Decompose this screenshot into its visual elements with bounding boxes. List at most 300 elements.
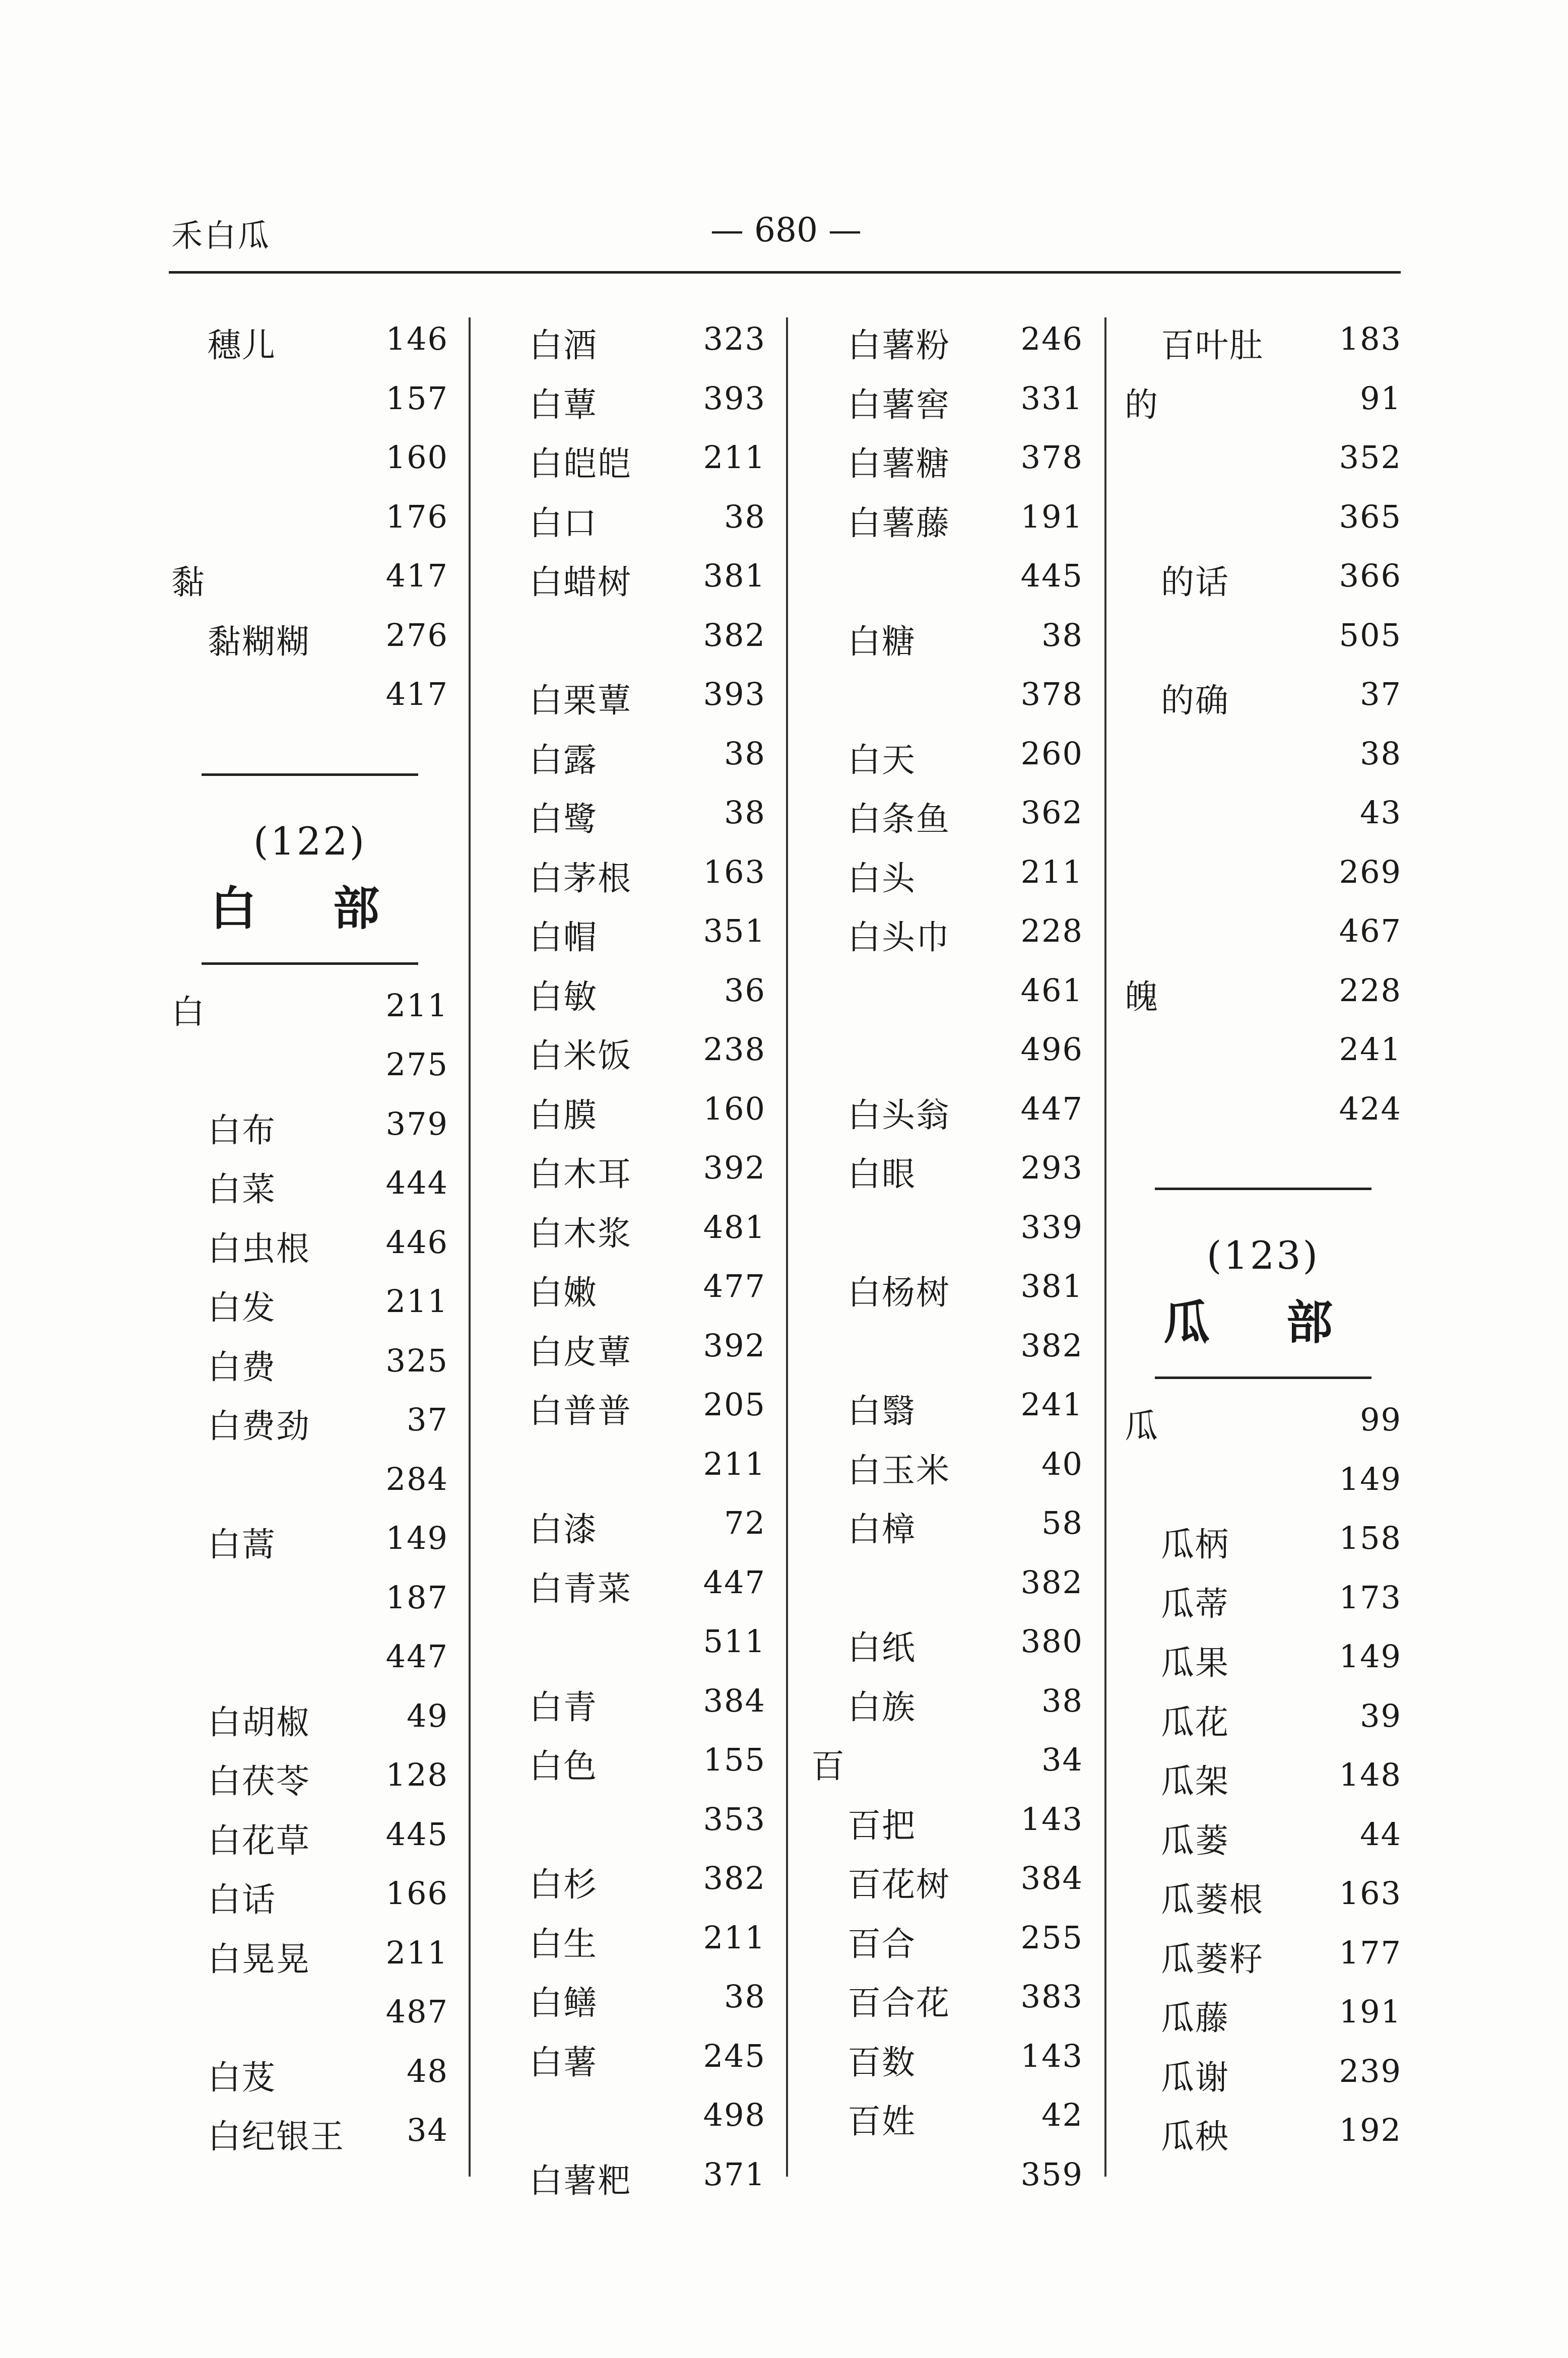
- page-reference: 143: [1020, 2037, 1083, 2074]
- index-entry: [529, 1088, 766, 1147]
- radical-section-heading: [1125, 1147, 1402, 1419]
- page-reference: 38: [724, 794, 766, 831]
- index-entry: [171, 555, 448, 614]
- index-term: 白栗蕈: [529, 681, 632, 720]
- page-reference: 461: [1020, 971, 1083, 1009]
- index-entry: [811, 1680, 1083, 1739]
- index-term: 白皮蕈: [529, 1332, 632, 1371]
- page-reference: 445: [385, 1815, 448, 1853]
- index-entry: [1125, 674, 1402, 733]
- index-entry: [529, 555, 766, 614]
- index-term: 瓜果: [1161, 1644, 1229, 1682]
- section-number: (123): [1206, 1233, 1320, 1278]
- index-entry: [811, 496, 1083, 555]
- page-reference: 36: [724, 971, 766, 1009]
- page-reference: 325: [385, 1342, 448, 1379]
- index-term: 百把: [847, 1806, 916, 1845]
- page-reference: 366: [1339, 557, 1402, 594]
- page-reference: 362: [1020, 794, 1083, 831]
- page-reference: 446: [385, 1223, 448, 1261]
- page-reference: 211: [385, 1934, 448, 1971]
- page-reference: 260: [1020, 735, 1083, 772]
- page-reference: 365: [1339, 498, 1402, 535]
- index-term: 百: [811, 1747, 845, 1786]
- index-term: 白条鱼: [847, 800, 950, 838]
- index-entry: [529, 1621, 766, 1680]
- index-entry: [171, 2110, 448, 2169]
- index-entry: [529, 1562, 766, 1621]
- page-reference: 160: [385, 439, 448, 476]
- index-entry: [811, 970, 1083, 1029]
- page-reference: 477: [703, 1268, 766, 1304]
- index-entry: [529, 1917, 766, 1976]
- page-reference: 424: [1339, 1090, 1402, 1127]
- index-entry: [811, 555, 1083, 614]
- index-term: 白虫根: [208, 1229, 310, 1268]
- index-entry: [1125, 733, 1402, 792]
- page-reference: 269: [1339, 853, 1402, 890]
- index-column-3: [811, 318, 1083, 2193]
- index-entry: [171, 1932, 448, 1991]
- index-entry: [529, 1739, 766, 1798]
- index-term: 白胡椒: [208, 1702, 310, 1742]
- page-reference: 447: [1020, 1090, 1083, 1127]
- index-entry: [1125, 555, 1402, 614]
- section-rule-bottom: [202, 962, 418, 965]
- page-reference: 392: [703, 1327, 766, 1364]
- index-entry: [171, 1636, 448, 1695]
- page-reference: 331: [1020, 379, 1083, 417]
- index-entry: [811, 615, 1083, 674]
- page-reference: 146: [385, 320, 448, 357]
- index-term: 白花草: [208, 1821, 310, 1860]
- index-entry: [811, 1147, 1083, 1206]
- page-reference: 505: [1339, 616, 1402, 653]
- index-entry: [171, 2051, 448, 2110]
- index-entry: [811, 1858, 1083, 1917]
- index-entry: [171, 1754, 448, 1813]
- index-term: 白天: [847, 740, 916, 779]
- index-entry: [1125, 1695, 1402, 1754]
- page-reference: 496: [1020, 1031, 1083, 1068]
- page-reference: 43: [1360, 794, 1402, 831]
- index-column-1: [171, 318, 448, 2183]
- page-reference: 323: [703, 320, 766, 357]
- index-entry: [811, 1325, 1083, 1384]
- index-term: 白费劲: [208, 1407, 310, 1446]
- page-reference: 38: [1360, 735, 1402, 772]
- page-reference: 48: [407, 2052, 448, 2089]
- index-entry: [529, 1029, 766, 1088]
- index-entry: [1125, 1577, 1402, 1636]
- index-entry: [1125, 2051, 1402, 2110]
- page-number: — 680 —: [710, 211, 862, 249]
- page-reference: 37: [407, 1401, 448, 1438]
- page-reference: 275: [385, 1046, 448, 1083]
- index-column-4: [1125, 318, 1402, 2183]
- index-entry: [171, 1162, 448, 1221]
- index-term: 百数: [847, 2043, 916, 2082]
- index-term: 瓜蒌根: [1161, 1880, 1264, 1919]
- index-entry: [1125, 1814, 1402, 1873]
- index-entry: [811, 2094, 1083, 2153]
- index-term: 黏: [171, 563, 206, 602]
- index-term: 的话: [1161, 563, 1229, 602]
- index-entry: [811, 792, 1083, 851]
- index-entry: [171, 1340, 448, 1399]
- index-entry: [811, 2036, 1083, 2094]
- page-reference: 276: [385, 616, 448, 653]
- index-entry: [171, 437, 448, 496]
- index-term: 白普普: [529, 1392, 632, 1430]
- index-entry: [811, 1088, 1083, 1147]
- index-column-2: [529, 318, 766, 2200]
- page-reference: 393: [703, 379, 766, 417]
- page-reference: 339: [1020, 1208, 1083, 1246]
- index-term: 瓜花: [1161, 1702, 1229, 1742]
- index-entry: [811, 378, 1083, 437]
- page-reference: 158: [1339, 1520, 1402, 1556]
- index-term: 白布: [208, 1110, 276, 1150]
- index-entry: [811, 1562, 1083, 1621]
- column-divider: [1104, 317, 1106, 2177]
- index-entry: [529, 1384, 766, 1443]
- index-term: 黏糊糊: [208, 622, 310, 661]
- index-entry: [811, 1384, 1083, 1443]
- index-entry: [529, 852, 766, 910]
- page-reference: 157: [385, 379, 448, 417]
- index-term: 白头巾: [847, 918, 950, 957]
- page-reference: 239: [1339, 2052, 1402, 2089]
- index-term: 白头: [847, 859, 916, 898]
- index-entry: [1125, 910, 1402, 969]
- index-term: 白蒿: [208, 1525, 276, 1564]
- section-number: (122): [253, 818, 367, 864]
- page-reference: 467: [1339, 912, 1402, 949]
- page-reference: 211: [703, 439, 766, 476]
- index-entry: [1125, 1399, 1402, 1458]
- index-entry: [529, 378, 766, 437]
- page-reference: 417: [385, 676, 448, 712]
- page-reference: 38: [724, 735, 766, 772]
- index-entry: [1125, 318, 1402, 377]
- index-entry: [171, 1695, 448, 1754]
- index-entry: [171, 318, 448, 377]
- page-reference: 177: [1339, 1934, 1402, 1971]
- index-entry: [811, 2154, 1083, 2213]
- page-reference: 187: [385, 1579, 448, 1616]
- index-term: 白话: [208, 1880, 276, 1919]
- index-term: 白木浆: [529, 1214, 632, 1253]
- index-term: 白米饭: [529, 1036, 632, 1075]
- page-reference: 38: [1041, 616, 1083, 653]
- page-reference: 39: [1360, 1697, 1402, 1734]
- page-reference: 149: [1339, 1638, 1402, 1675]
- section-rule-bottom: [1155, 1377, 1371, 1379]
- index-term: 百叶肚: [1161, 326, 1264, 365]
- index-entry: [171, 1044, 448, 1103]
- index-entry: [529, 2036, 766, 2094]
- page-reference: 487: [385, 1993, 448, 2030]
- page-reference: 481: [703, 1208, 766, 1246]
- page-reference: 511: [703, 1623, 766, 1660]
- page-reference: 191: [1020, 498, 1083, 535]
- page-reference: 149: [385, 1520, 448, 1556]
- index-term: 白露: [529, 740, 598, 779]
- index-entry: [1125, 1459, 1402, 1518]
- index-entry: [529, 1444, 766, 1502]
- index-entry: [811, 1739, 1083, 1798]
- page-reference: 378: [1020, 676, 1083, 712]
- index-term: 白漆: [529, 1510, 598, 1549]
- page-reference: 382: [703, 1860, 766, 1896]
- index-entry: [529, 2154, 766, 2213]
- index-term: 白杉: [529, 1865, 598, 1904]
- index-entry: [171, 1518, 448, 1577]
- index-entry: [1125, 1991, 1402, 2050]
- index-entry: [171, 1991, 448, 2050]
- page-reference: 351: [703, 912, 766, 949]
- page-reference: 417: [385, 557, 448, 594]
- index-term: 白发: [208, 1288, 276, 1327]
- index-entry: [811, 1029, 1083, 1088]
- page-reference: 143: [1020, 1800, 1083, 1838]
- index-entry: [1125, 615, 1402, 674]
- index-term: 百合: [847, 1924, 916, 1963]
- index-term: 白青: [529, 1687, 598, 1727]
- index-entry: [529, 1799, 766, 1858]
- page-reference: 246: [1020, 320, 1083, 357]
- index-term: 白蜡树: [529, 563, 632, 602]
- page-reference: 38: [724, 1978, 766, 2015]
- page-reference: 149: [1339, 1460, 1402, 1497]
- page-reference: 241: [1339, 1031, 1402, 1068]
- index-entry: [1125, 852, 1402, 910]
- index-term: 白薯粑: [529, 2161, 632, 2200]
- page-reference: 382: [1020, 1563, 1083, 1601]
- page-reference: 38: [1041, 1682, 1083, 1719]
- index-entry: [529, 1680, 766, 1739]
- page-reference: 498: [703, 2097, 766, 2133]
- index-term: 白敏: [529, 977, 598, 1016]
- page-reference: 380: [1020, 1623, 1083, 1660]
- page-reference: 44: [1360, 1815, 1402, 1853]
- page-reference: 128: [385, 1756, 448, 1793]
- page-reference: 58: [1041, 1504, 1083, 1541]
- header-rule: [169, 271, 1401, 274]
- index-entry: [811, 1917, 1083, 1976]
- index-entry: [529, 1502, 766, 1561]
- index-term: 白嫩: [529, 1273, 598, 1312]
- index-term: 白膜: [529, 1095, 598, 1135]
- page-reference: 352: [1339, 439, 1402, 476]
- page-reference: 245: [703, 2037, 766, 2074]
- page-reference: 384: [703, 1682, 766, 1719]
- page-reference: 211: [703, 1919, 766, 1956]
- page-reference: 37: [1360, 676, 1402, 712]
- index-term: 白茯苓: [208, 1762, 310, 1801]
- index-entry: [811, 1266, 1083, 1325]
- radical-section-heading: [171, 733, 448, 1005]
- index-entry: [529, 910, 766, 969]
- page-reference: 383: [1020, 1978, 1083, 2015]
- page-reference: 192: [1339, 2112, 1402, 2148]
- index-term: 白口: [529, 503, 598, 543]
- column-divider: [469, 317, 471, 2177]
- index-entry: [1125, 1088, 1402, 1147]
- index-entry: [529, 792, 766, 851]
- index-entry: [1125, 1873, 1402, 1932]
- index-entry: [171, 1222, 448, 1281]
- page-reference: 176: [385, 498, 448, 535]
- index-entry: [1125, 378, 1402, 437]
- page-reference: 148: [1339, 1756, 1402, 1793]
- index-term: 白鹭: [529, 800, 598, 838]
- page-reference: 238: [703, 1031, 766, 1068]
- index-entry: [1125, 1029, 1402, 1088]
- index-entry: [529, 437, 766, 496]
- index-entry: [171, 1577, 448, 1636]
- index-entry: [1125, 792, 1402, 851]
- index-entry: [1125, 1636, 1402, 1695]
- index-term: 白芨: [208, 2058, 276, 2097]
- index-term: 瓜藤: [1161, 1999, 1229, 2038]
- page-reference: 211: [385, 987, 448, 1024]
- page-reference: 173: [1339, 1579, 1402, 1616]
- page-reference: 444: [385, 1164, 448, 1201]
- index-entry: [529, 970, 766, 1029]
- page-reference: 160: [703, 1090, 766, 1127]
- index-entry: [529, 1207, 766, 1266]
- page-reference: 183: [1339, 320, 1402, 357]
- index-term: 白纸: [847, 1628, 916, 1667]
- index-entry: [811, 674, 1083, 733]
- index-term: 白酒: [529, 326, 598, 365]
- index-term: 瓜蒂: [1161, 1584, 1229, 1623]
- page-reference: 211: [385, 1283, 448, 1320]
- page-reference: 163: [1339, 1875, 1402, 1912]
- index-entry: [811, 733, 1083, 792]
- index-term: 白木耳: [529, 1155, 632, 1194]
- index-term: 白生: [529, 1924, 598, 1963]
- index-entry: [529, 496, 766, 555]
- index-entry: [1125, 970, 1402, 1029]
- page-reference: 211: [703, 1445, 766, 1482]
- section-title: 瓜 部: [1163, 1296, 1363, 1350]
- index-term: 瓜秧: [1161, 2117, 1229, 2156]
- page-reference: 381: [703, 557, 766, 594]
- page-reference: 49: [407, 1697, 448, 1734]
- index-term: 白晃晃: [208, 1939, 310, 1979]
- index-entry: [529, 2094, 766, 2153]
- page-reference: 353: [703, 1800, 766, 1838]
- index-entry: [171, 496, 448, 555]
- index-entry: [529, 318, 766, 377]
- column-divider: [786, 317, 788, 2177]
- index-entry: [811, 1799, 1083, 1858]
- page-reference: 205: [703, 1386, 766, 1423]
- index-term: 白鳝: [529, 1984, 598, 2022]
- index-term: 瓜谢: [1161, 2058, 1229, 2097]
- index-entry: [171, 985, 448, 1044]
- index-entry: [811, 852, 1083, 910]
- page-reference: 91: [1360, 379, 1402, 417]
- page-reference: 228: [1020, 912, 1083, 949]
- index-term: 白糖: [847, 622, 916, 661]
- index-entry: [811, 1502, 1083, 1561]
- index-entry: [171, 1103, 448, 1162]
- index-term: 白薯窖: [847, 385, 950, 424]
- index-term: 百姓: [847, 2102, 916, 2141]
- page-reference: 211: [1020, 853, 1083, 890]
- index-entry: [529, 1147, 766, 1206]
- index-entry: [171, 1873, 448, 1932]
- running-head: 禾白瓜: [171, 217, 272, 254]
- section-rule-top: [202, 773, 418, 776]
- index-entry: [171, 378, 448, 437]
- index-term: 白皑皑: [529, 444, 632, 483]
- page-reference: 378: [1020, 439, 1083, 476]
- index-term: 的: [1125, 385, 1159, 424]
- page-reference: 371: [703, 2155, 766, 2193]
- page-reference: 228: [1339, 971, 1402, 1009]
- page-reference: 99: [1360, 1401, 1402, 1438]
- index-entry: [529, 1976, 766, 2035]
- page-reference: 241: [1020, 1386, 1083, 1423]
- index-entry: [811, 910, 1083, 969]
- index-term: 白玉米: [847, 1451, 950, 1490]
- index-entry: [529, 733, 766, 792]
- index-entry: [529, 1858, 766, 1917]
- index-term: 白青菜: [529, 1569, 632, 1608]
- index-term: 白帽: [529, 918, 598, 957]
- index-term: 白翳: [847, 1392, 916, 1430]
- index-term: 白头翁: [847, 1095, 950, 1135]
- index-term: 瓜架: [1161, 1762, 1229, 1801]
- page-reference: 382: [1020, 1327, 1083, 1364]
- page-reference: 447: [385, 1638, 448, 1675]
- page-reference: 155: [703, 1741, 766, 1778]
- index-entry: [171, 1814, 448, 1873]
- section-rule-top: [1155, 1188, 1371, 1190]
- index-entry: [529, 615, 766, 674]
- index-term: 白薯糖: [847, 444, 950, 483]
- page-reference: 255: [1020, 1919, 1083, 1956]
- page-reference: 166: [385, 1875, 448, 1912]
- index-entry: [811, 1621, 1083, 1680]
- index-term: 白菜: [208, 1170, 276, 1209]
- index-entry: [811, 1207, 1083, 1266]
- index-term: 瓜柄: [1161, 1525, 1229, 1564]
- index-term: 白费: [208, 1347, 276, 1387]
- page-reference: 393: [703, 676, 766, 712]
- index-entry: [171, 1281, 448, 1340]
- index-entry: [171, 615, 448, 674]
- page-reference: 163: [703, 853, 766, 890]
- page-reference: 38: [724, 498, 766, 535]
- page-reference: 384: [1020, 1860, 1083, 1896]
- index-term: 白色: [529, 1747, 598, 1786]
- index-entry: [811, 1976, 1083, 2035]
- page-reference: 447: [703, 1563, 766, 1601]
- page-reference: 34: [1041, 1741, 1083, 1778]
- page-reference: 191: [1339, 1993, 1402, 2030]
- index-entry: [811, 318, 1083, 377]
- index-term: 白茅根: [529, 859, 632, 898]
- page-reference: 42: [1041, 2097, 1083, 2133]
- index-term: 百合花: [847, 1984, 950, 2022]
- index-entry: [1125, 1754, 1402, 1813]
